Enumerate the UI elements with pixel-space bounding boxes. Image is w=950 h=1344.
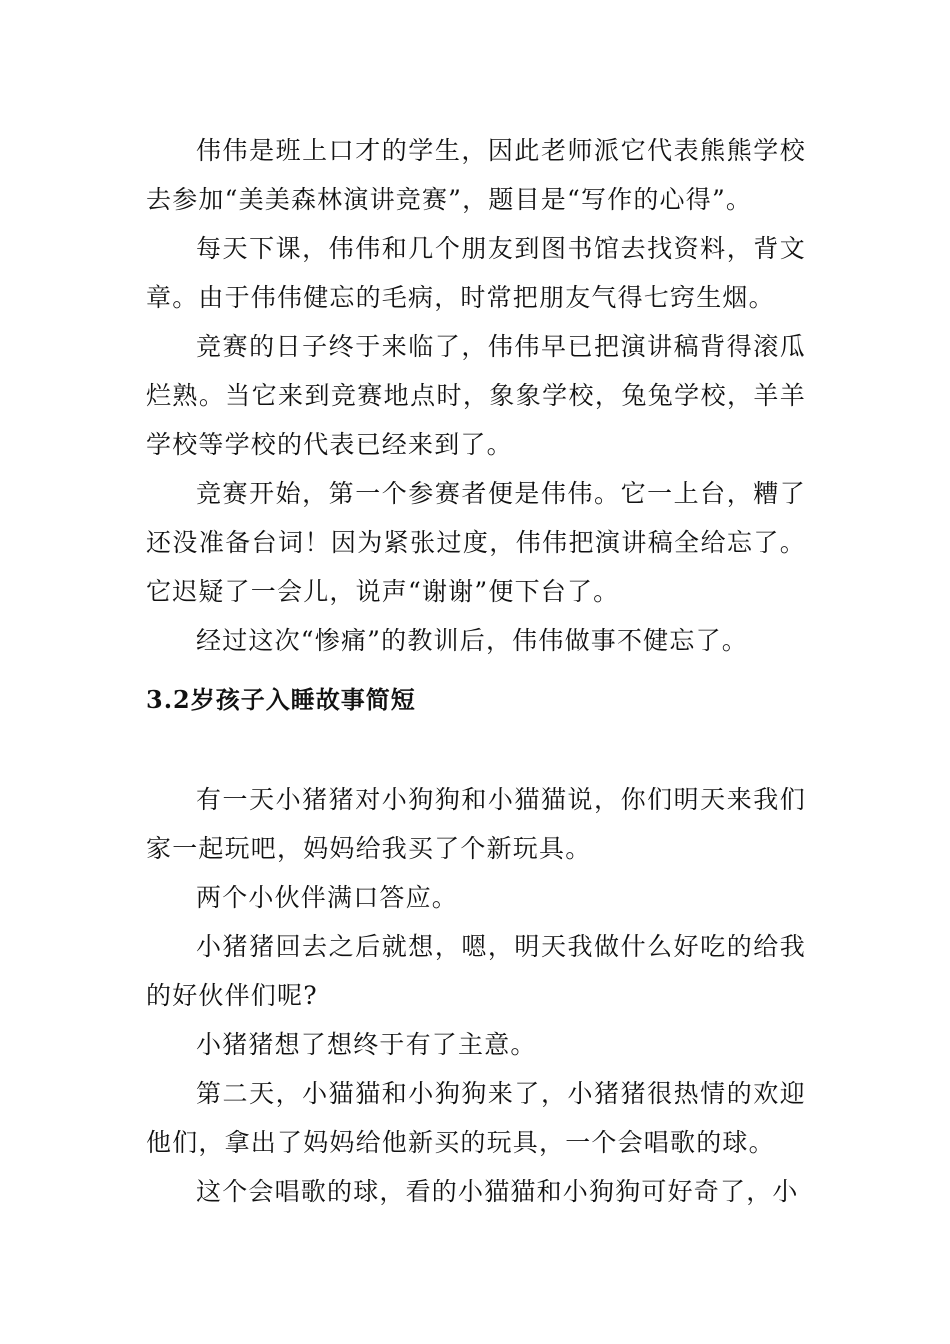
paragraph: 每天下课，伟伟和几个朋友到图书馆去找资料，背文章。由于伟伟健忘的毛病，时常把朋友气得七窍生烟。 <box>146 234 806 312</box>
paragraph: 经过这次“惨痛”的教训后，伟伟做事不健忘了。 <box>196 626 748 655</box>
story-one <box>146 126 806 665</box>
paragraph: 有一天小猪猪对小狗狗和小猫猫说，你们明天来我们家一起玩吧，妈妈给我买了个新玩具。 <box>146 785 806 863</box>
story-two <box>146 775 806 1216</box>
paragraph: 小猪猪想了想终于有了主意。 <box>196 1030 537 1059</box>
section-heading: 3.2岁孩子入睡故事简短 <box>146 685 416 714</box>
paragraph: 两个小伙伴满口答应。 <box>196 883 459 912</box>
paragraph: 第二天，小猫猫和小狗狗来了，小猪猪很热情的欢迎他们，拿出了妈妈给他新买的玩具，一个会唱歌的球。 <box>146 1079 806 1157</box>
paragraph: 竞赛开始，第一个参赛者便是伟伟。它一上台，糟了还没准备台词！因为紧张过度，伟伟把演讲稿全给忘了。它迟疑了一会儿，说声“谢谢”便下台了。 <box>146 479 806 606</box>
paragraph: 小猪猪回去之后就想，嗯，明天我做什么好吃的给我的好伙伴们呢? <box>146 932 806 1010</box>
paragraph: 伟伟是班上口才的学生，因此老师派它代表熊熊学校去参加“美美森林演讲竞赛”，题目是“写作的心得”。 <box>146 136 806 214</box>
paragraph: 竞赛的日子终于来临了，伟伟早已把演讲稿背得滚瓜烂熟。当它来到竞赛地点时，象象学校，兔兔学校，羊羊学校等学校的代表已经来到了。 <box>146 332 806 459</box>
paragraph: 这个会唱歌的球，看的小猫猫和小狗狗可好奇了，小 <box>196 1177 799 1206</box>
